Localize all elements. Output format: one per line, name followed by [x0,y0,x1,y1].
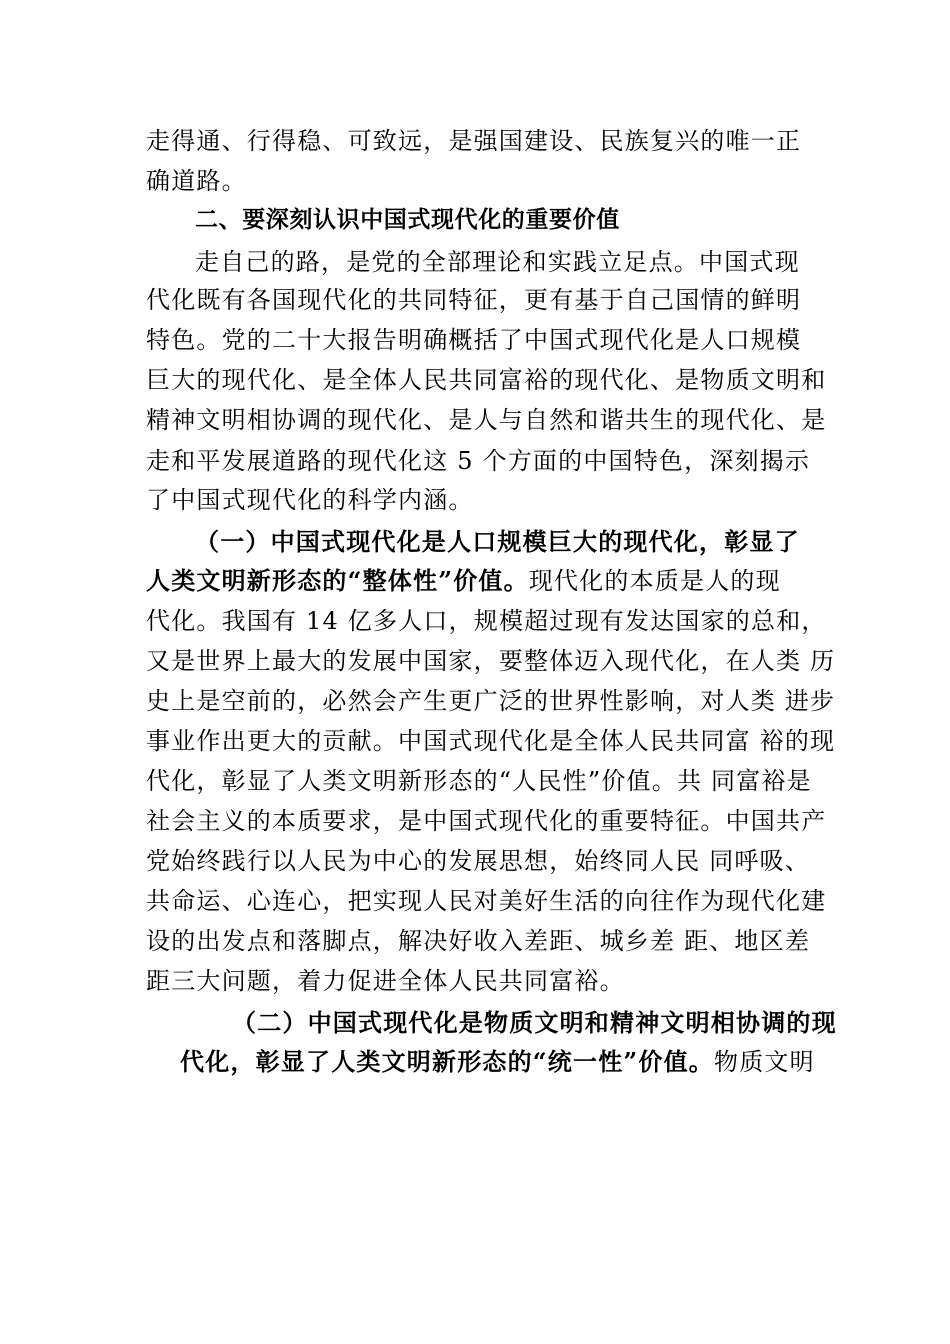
text-line: 走和平发展道路的现代化这 5 个方面的中国特色，深刻揭示 [146,447,811,475]
text-line: 代化。我国有 14 亿多人口，规模超过现有发达国家的总和， [146,607,827,635]
text-line: 又是世界上最大的发展中国家，要整体迈入现代化，在人类 历 [146,647,836,675]
text-line: 走得通、行得稳、可致远，是强国建设、民族复兴的唯一正 [146,127,802,155]
text-line: 社会主义的本质要求，是中国式现代化的重要特征。中国共产 [146,807,827,835]
subsection-heading: （一）中国式现代化是人口规模巨大的现代化，彰显了 [195,527,800,556]
text-line: 代化既有各国现代化的共同特征，更有基于自己国情的鲜明 [146,286,802,314]
text-line [146,566,781,596]
subsection-heading-continued: 代化，彰显了人类文明新形态的“统一性”价值。 [180,1047,715,1076]
text-line: 精神文明相协调的现代化、是人与自然和谐共生的现代化、是 [146,406,827,434]
text-line: 党始终践行以人民为中心的发展思想，始终同人民 同呼吸、 [146,847,811,875]
text-line: 特色。党的二十大报告明确概括了中国式现代化是人口规模 [146,326,802,354]
text-line: 史上是空前的，必然会产生更广泛的世界性影响，对人类 进步 [146,687,836,715]
text-line: 走自己的路，是党的全部理论和实践立足点。中国式现 [195,248,800,276]
text-line [180,1047,815,1077]
text-span: 物质文明 [714,1048,815,1076]
text-line: 巨大的现代化、是全体人民共同富裕的现代化、是物质文明和 [146,366,827,394]
text-line: 确道路。 [146,167,247,195]
text-line: 了中国式现代化的科学内涵。 [146,486,474,514]
section-heading: 二、要深刻认识中国式现代化的重要价值 [195,207,620,233]
text-line: 距三大问题，着力促进全体人民共同富裕。 [146,967,625,995]
text-line: 代化，彰显了人类文明新形态的“人民性”价值。共 同富裕是 [146,767,812,795]
subsection-heading: （二）中国式现代化是物质文明和精神文明相协调的现 [232,1008,837,1037]
text-line: 共命运、心连心，把实现人民对美好生活的向往作为现代化建 [146,887,827,915]
text-span: 现代化的本质是人的现 [528,567,781,595]
text-line: 事业作出更大的贡献。中国式现代化是全体人民共同富 裕的现 [146,727,836,755]
text-line: 设的出发点和落脚点，解决好收入差距、城乡差 距、地区差 [146,927,811,955]
subsection-heading-continued: 人类文明新形态的“整体性”价值。 [146,566,529,595]
